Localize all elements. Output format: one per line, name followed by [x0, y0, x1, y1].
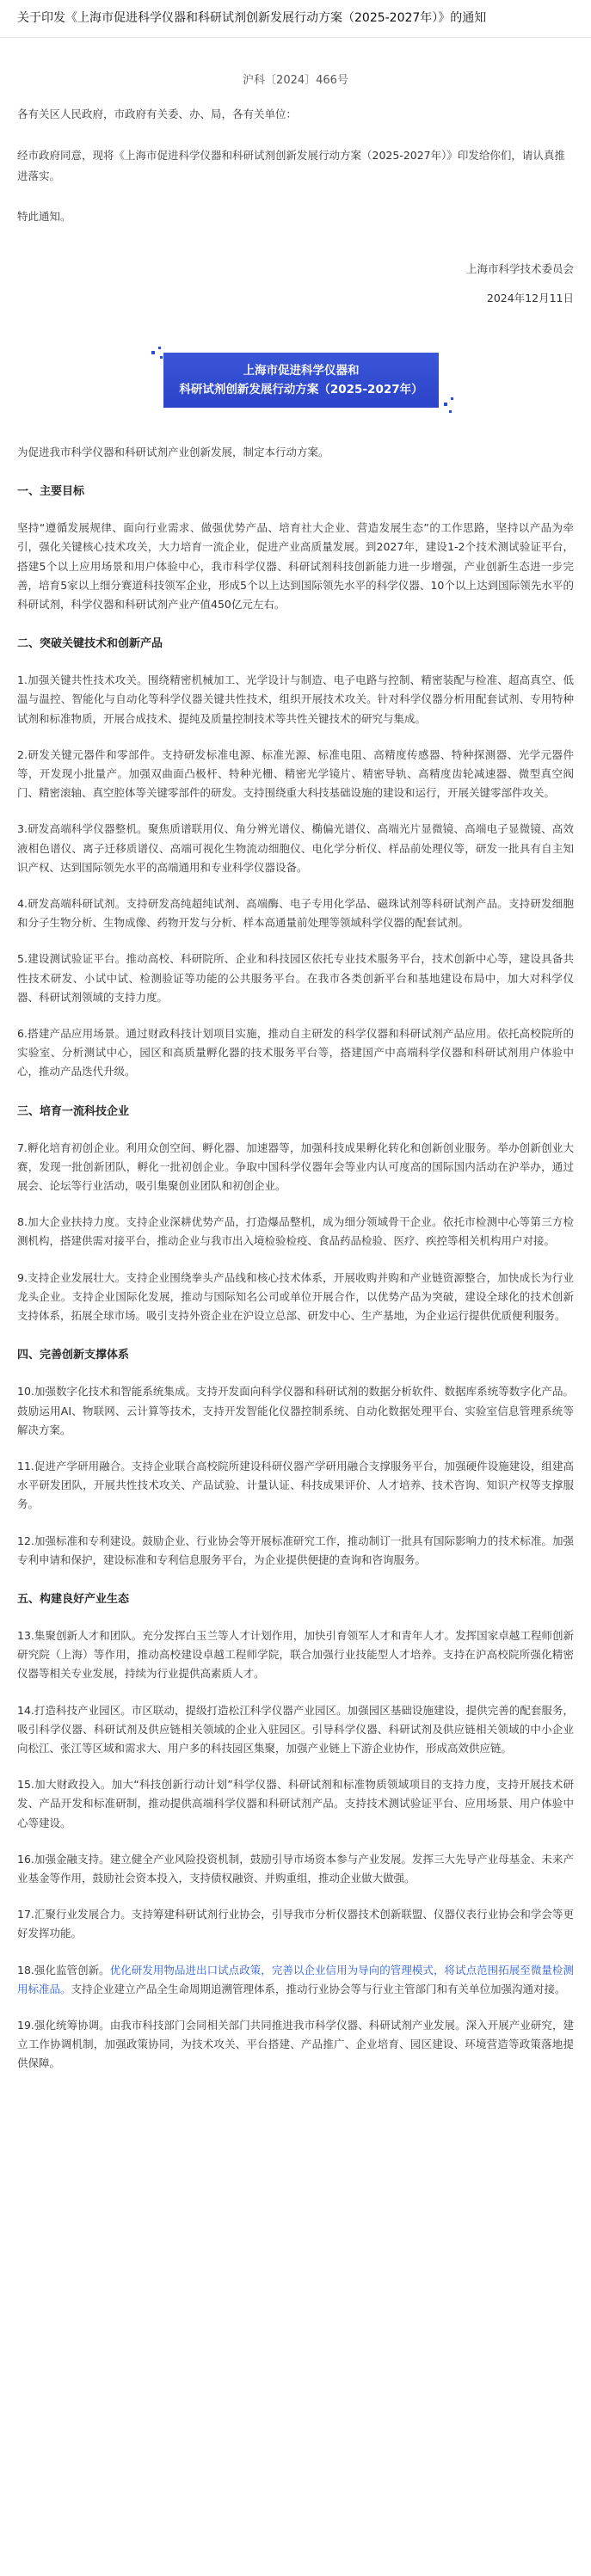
decoration-dot — [451, 397, 453, 400]
item-paragraph: 5.建设测试验证平台。推动高校、科研院所、企业和科技园区依托专业技术服务平台，技术创新中心等，建设具备共性技术研发、小试中试、检测验证等功能的公共服务平台。在我市各类创新平台和基地建设布局中，加大对科学仪器、科研试剂领域的支持力度。 — [17, 952, 574, 1004]
issue-date: 2024年12月11日 — [486, 292, 574, 304]
plan-intro: 为促进我市科学仪器和科研试剂产业创新发展，制定本行动方案。 — [17, 446, 329, 458]
item-paragraph: 15.加大财政投入。加大“科技创新行动计划”科学仪器、科研试剂和标准物质领域项目的支持力度，支持开展技术研发、产品开发和标准研制，推动提供高端科学仪器和科研试剂产品。支持技术测试验证平台、应用场景、用户体验中心等建设。 — [17, 1778, 574, 1829]
item-paragraph-highlighted — [17, 1961, 574, 1999]
notice-closing: 特此通知。 — [17, 210, 71, 223]
item-rest: 支持企业建立产品全生命周期追溯管理体系，推动行业协会等与行业主管部门和有关单位加强沟通对接。 — [71, 1982, 566, 1995]
section-heading-3: 三、培育一流科技企业 — [17, 1104, 130, 1118]
decoration-dot — [444, 403, 447, 406]
decoration-dot — [160, 356, 163, 359]
section-heading-2: 二、突破关键技术和创新产品 — [17, 637, 163, 651]
item-lead: 18.强化监管创新。 — [17, 1963, 110, 1977]
item-paragraph: 8.加大企业扶持力度。支持企业深耕优势产品，打造爆品整机，成为细分领域骨干企业。依托市检测中心等第三方检测机构，搭建供需对接平台，推动企业与我市出入境检验检疫、食品药品检验、医疗、疾控等相关机构用户对接。 — [17, 1215, 574, 1248]
item-paragraph: 12.加强标准和专利建设。鼓励企业、行业协会等开展标准研究工作，推动制订一批具有国际影响力的技术标准。加强专利申请和保护，建设标准和专利信息服务平台，为企业提供便捷的查询和咨询服务。 — [17, 1534, 574, 1566]
section-1-paragraph: 坚持“遵循发展规律、面向行业需求、做强优势产品、培育社大企业、营造发展生态”的工作思路，坚持以产品为牵引，强化关键核心技术攻关，大力培育一流企业，促进产业高质量发展。到2027年，建设1-2个技术测试验证平台，搭建5个以上应用场景和用户体验中心，我市科学仪器、科研试剂科技创新能力进一步增强，产业创新生态进一步完善，培育5家以上细分赛道科技领军企业，形成5个以上达到国际领先水平的科学仪器、10个以上达到国际领先水平的科研试剂，科学仪器和科研试剂产业产值450亿元左右。 — [17, 521, 574, 612]
notice-title: 关于印发《上海市促进科学仪器和科研试剂创新发展行动方案（2025-2027年）》的通知 — [0, 0, 591, 38]
item-paragraph: 10.加强数字化技术和智能系统集成。支持开发面向科学仪器和科研试剂的数据分析软件、数据库系统等数字化产品。鼓励运用AI、物联网、云计算等技术，支持开发智能化仪器控制系统、自动化数据处理平台、实验室信息管理系统等解决方案。 — [17, 1385, 574, 1436]
banner-line-2: 科研试剂创新发展行动方案（2025-2027年） — [179, 383, 423, 397]
item-paragraph: 11.促进产学研用融合。支持企业联合高校院所建设科研仪器产学研用融合支撑服务平台，加强硬件设施建设，组建高水平研发团队，开展共性技术攻关、产品试验、计量认证、科技成果评价、人才培养、技术咨询、知识产权等支撑服务。 — [17, 1459, 574, 1511]
plan-body — [0, 443, 591, 2074]
item-paragraph: 17.汇聚行业发展合力。支持筹建科研试剂行业协会，引导我市分析仪器技术创新联盟、仪器仪表行业协会和学会等更好发挥功能。 — [17, 1908, 574, 1940]
item-paragraph: 16.加强金融支持。建立健全产业风险投资机制，鼓励引导市场资本参与产业发展。发挥三大先导产业母基金、未来产业基金等作用，鼓励社会资本投入，支持债权融资、并购重组，推动企业做大做强。 — [17, 1852, 574, 1884]
decoration-dot — [158, 347, 161, 349]
item-paragraph: 9.支持企业发展壮大。支持企业围绕拳头产品线和核心技术体系，开展收购并购和产业链资源整合，加快成长为行业龙头企业。支持企业国际化发展，推动与国际知名公司或单位开展合作，以优势产品为突破，建设全球化的技术创新支持体系，拓展全球市场。吸引支持外资企业在沪设立总部、研发中心、生产基地，为企业运行提供优质便利服务。 — [17, 1270, 574, 1323]
item-paragraph: 19.强化统筹协调。由我市科技部门会同相关部门共同推进我市科学仪器、科研试剂产业发展。深入开展产业研究，建立工作协调机制，加强政策协同，为技术攻关、平台搭建、产品推广、企业培育、园区建设、环境营造等政策落地提供保障。 — [17, 2018, 574, 2070]
document-number: 沪科〔2024〕466号 — [243, 74, 348, 87]
item-paragraph: 7.孵化培育初创企业。利用众创空间、孵化器、加速器等，加强科技成果孵化转化和创新创业服务。举办创新创业大赛，发现一批创新团队，孵化一批初创企业。争取中国科学仪器年会等业内认可度高的国际国内活动在沪举办，通过展会、论坛等行业活动，吸引集聚创业团队和初创企业。 — [17, 1140, 574, 1193]
decoration-dot — [449, 410, 452, 413]
item-paragraph: 14.打造科技产业园区。市区联动，提级打造松江科学仪器产业园区。加强园区基础设施建设，提供完善的配套服务，吸引科学仪器、科研试剂及供应链相关领域的企业入驻园区。引导科学仪器、科研试剂及供应链相关领域的中小企业向松江、张江等区域和需求大、用户多的科技园区集聚，加强产业链上下游企业协作，形成高效供应链。 — [17, 1703, 574, 1755]
item-paragraph: 2.研发关键元器件和零部件。支持研发标准电源、标准光源、标准电阻、高精度传感器、特种探测器、光学元器件等，开发现小批量产。加强双曲面凸极杆、特种光栅、精密光学镜片、精密导轨、高精度齿轮减速器、微型真空阀门、精密滚轴、真空腔体等关键零部件的研发。支持围绕重大科技基础设施的建设和运行，开展关键零部件攻关。 — [17, 747, 574, 800]
section-heading-1: 一、主要目标 — [17, 485, 85, 499]
notice-header-block — [0, 38, 591, 309]
section-heading-5: 五、构建良好产业生态 — [17, 1592, 130, 1606]
item-paragraph: 4.研发高端科研试剂。支持研发高纯超纯试剂、高端酶、电子专用化学品、磁珠试剂等科研试剂产品。支持研发细胞和分子生物分析、生物成像、药物开发与分析、样本高通量前处理等领域科学仪器的配套试剂。 — [17, 897, 574, 930]
notice-paragraph: 经市政府同意，现将《上海市促进科学仪器和科研试剂创新发展行动方案（2025-2027年）》印发给你们，请认真推进落实。 — [17, 149, 565, 182]
item-paragraph: 6.搭建产品应用场景。通过财政科技计划项目实施，推动自主研发的科学仪器和科研试剂产品应用。依托高校院所的实验室、分析测试中心，园区和高质量孵化器的技术服务平台等，搭建国产中高端科学仪器和科研试剂用户体验中心，推动产品迭代升级。 — [17, 1027, 574, 1079]
banner-line-1: 上海市促进科学仪器和 — [243, 364, 360, 378]
highlighted-text: 优化研发用物品进出口试点政策，完善以企业信用为导向的管理模式，将试点范围拓展至微量检测用标准品。 — [17, 1963, 574, 1995]
item-paragraph: 13.集聚创新人才和团队。充分发挥白玉兰等人才计划作用，加快引育领军人才和青年人才。发挥国家卓越工程师创新研究院（上海）等作用，推动高校建设卓越工程师学院，联合加强行业技能型人才培养。支持在沪高校院所强化精密仪器等相关专业发展，持续为行业提供高素质人才。 — [17, 1628, 574, 1681]
salutation: 各有关区人民政府，市政府有关委、办、局，各有关单位： — [17, 108, 298, 120]
item-paragraph: 3.研发高端科学仪器整机。聚焦质谱联用仪、角分辨光谱仪、椭偏光谱仪、高端光片显微镜、高端电子显微镜、高效液相色谱仪、离子迁移质谱仪、高端可视化生物流动细胞仪、电化学分析仪、样品前处理仪等，研发一批具有自主知识产权、达到国际领先水平的高端通用和专业科学仪器设备。 — [17, 822, 574, 874]
issuer-name: 上海市科学技术委员会 — [465, 262, 574, 275]
decoration-dot — [151, 351, 155, 354]
section-heading-4: 四、完善创新支撑体系 — [17, 1349, 130, 1362]
item-paragraph: 1.加强关键共性技术攻关。围绕精密机械加工、光学设计与制造、电子电路与控制、精密装配与检准、超高真空、低温与温控、智能化与自动化等科学仪器关键共性技术，组织开展技术攻关。针对科学仪器分析用配套试剂、专用特种试剂和标准物质，开展合成技术、提纯及质量控制技术等共性关键技术的研究与集成。 — [17, 673, 574, 725]
banner-box — [163, 353, 439, 408]
plan-title-banner — [163, 353, 456, 416]
